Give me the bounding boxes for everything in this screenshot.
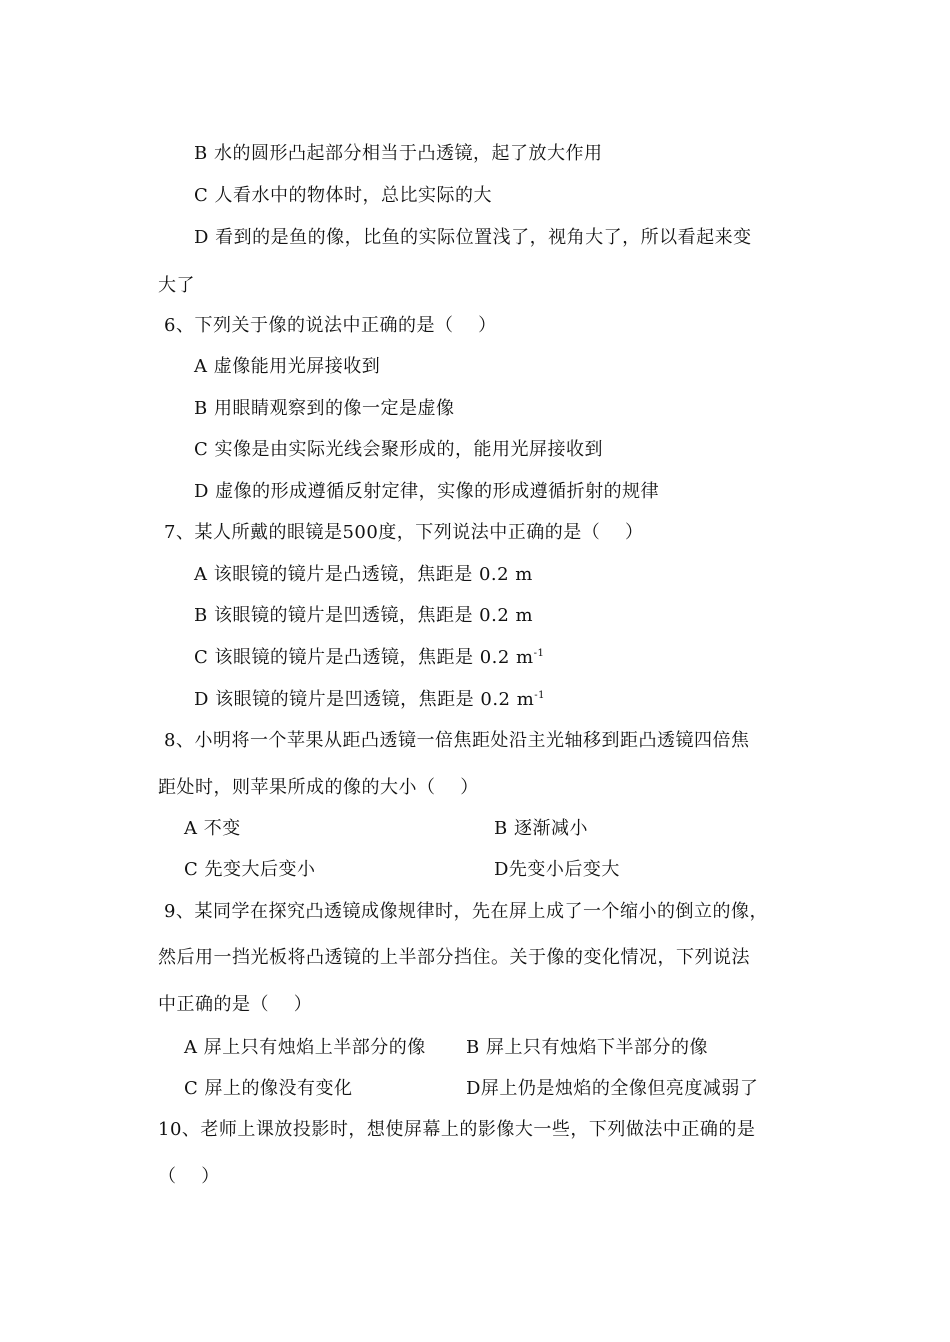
q7-option-b: B 该眼镜的镜片是凹透镜，焦距是 0.2 m [194, 605, 534, 626]
q10-stem-line2: （ ） [158, 1166, 220, 1187]
q6-option-b: B 用眼睛观察到的像一定是虚像 [194, 398, 455, 419]
q7-option-c-superscript: -1 [533, 648, 545, 659]
q10-stem-line1: 10、老师上课放投影时，想使屏幕上的影像大一些，下列做法中正确的是 [158, 1119, 756, 1140]
q7-option-d-text: D 该眼镜的镜片是凹透镜，焦距是 0.2 m [194, 689, 535, 710]
q6-stem: 6、下列关于像的说法中正确的是（ ） [164, 315, 497, 336]
q8-option-c: C 先变大后变小 [184, 859, 316, 880]
q7-option-d-superscript: -1 [534, 690, 546, 701]
q7-option-a: A 该眼镜的镜片是凸透镜，焦距是 0.2 m [194, 564, 533, 585]
q9-option-c: C 屏上的像没有变化 [184, 1078, 353, 1099]
q9-option-a: A 屏上只有烛焰上半部分的像 [184, 1037, 426, 1058]
q6-option-c: C 实像是由实际光线会聚形成的，能用光屏接收到 [194, 439, 603, 460]
q5-option-b: B 水的圆形凸起部分相当于凸透镜，起了放大作用 [194, 143, 603, 164]
q6-option-a: A 虚像能用光屏接收到 [194, 356, 381, 377]
q5-option-d-line2: 大了 [158, 275, 195, 296]
q9-stem-line2: 然后用一挡光板将凸透镜的上半部分挡住。关于像的变化情况，下列说法 [158, 947, 750, 968]
q8-option-a: A 不变 [184, 818, 241, 839]
q7-option-c [194, 646, 544, 670]
q7-stem: 7、某人所戴的眼镜是500度，下列说法中正确的是（ ） [164, 522, 644, 543]
q5-option-c: C 人看水中的物体时，总比实际的大 [194, 185, 492, 206]
q8-stem-line2: 距处时，则苹果所成的像的大小（ ） [158, 777, 479, 798]
q9-stem-line3: 中正确的是（ ） [158, 994, 313, 1015]
q9-stem-line1: 9、某同学在探究凸透镜成像规律时，先在屏上成了一个缩小的倒立的像， [164, 901, 768, 922]
q9-option-b: B 屏上只有烛焰下半部分的像 [466, 1037, 708, 1058]
q8-stem-line1: 8、小明将一个苹果从距凸透镜一倍焦距处沿主光轴移到距凸透镜四倍焦 [164, 730, 750, 751]
q6-option-d: D 虚像的形成遵循反射定律，实像的形成遵循折射的规律 [194, 481, 660, 502]
q8-option-b: B 逐渐减小 [494, 818, 588, 839]
q7-option-c-text: C 该眼镜的镜片是凸透镜，焦距是 0.2 m [194, 647, 534, 668]
q8-option-d: D先变小后变大 [494, 859, 620, 880]
q9-option-d: D屏上仍是烛焰的全像但亮度减弱了 [466, 1078, 759, 1099]
q7-option-d [194, 688, 545, 712]
q5-option-d-line1: D 看到的是鱼的像，比鱼的实际位置浅了，视角大了，所以看起来变 [194, 227, 752, 248]
